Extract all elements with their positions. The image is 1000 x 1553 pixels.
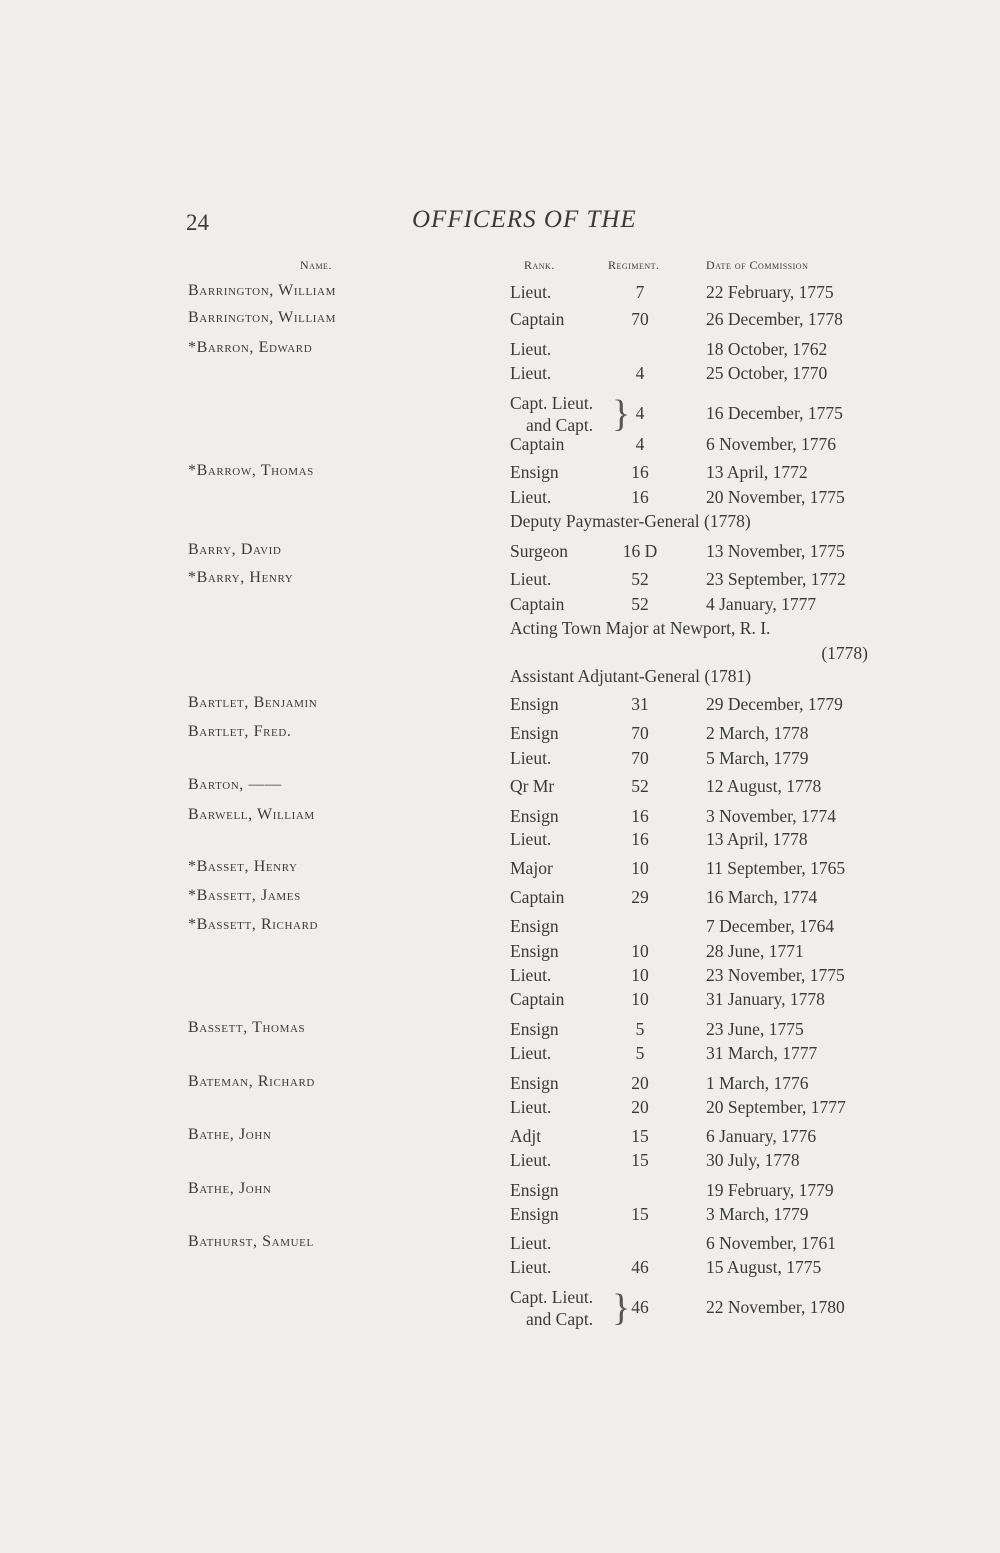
column-header-regiment: Regiment.	[608, 258, 660, 272]
officer-regiment: 29	[631, 887, 649, 907]
commission-date: 6 November, 1761	[706, 1233, 837, 1253]
officer-name: Bartlet, Fred.	[188, 723, 292, 740]
officer-regiment: 10	[631, 989, 649, 1009]
commission-date: 15 August, 1775	[706, 1257, 822, 1277]
table-row	[0, 748, 1000, 772]
officer-regiment: 16	[631, 462, 649, 482]
officer-regiment: 70	[631, 309, 649, 329]
table-row	[0, 1126, 1000, 1150]
table-row	[0, 776, 1000, 800]
officer-rank: Lieut.	[510, 487, 552, 507]
rank-line-1: Capt. Lieut.	[510, 393, 594, 413]
officer-rank: Ensign	[510, 806, 559, 826]
officer-name: Bathe, John	[188, 1126, 272, 1143]
commission-date: 3 November, 1774	[706, 806, 837, 826]
commission-date: 26 December, 1778	[706, 309, 843, 329]
officer-rank: Major	[510, 858, 553, 878]
officer-rank: Lieut.	[510, 748, 552, 768]
table-row	[0, 541, 1000, 565]
officer-rank: Lieut.	[510, 569, 552, 589]
table-row	[0, 666, 1000, 690]
commission-date: 6 January, 1776	[706, 1126, 817, 1146]
commission-date: 20 November, 1775	[706, 487, 845, 507]
commission-date: 2 March, 1778	[706, 723, 809, 743]
officer-regiment: 16	[631, 487, 649, 507]
officer-regiment: 5	[635, 1043, 645, 1063]
officer-name: Bathe, John	[188, 1180, 272, 1197]
commission-date: 3 March, 1779	[706, 1204, 809, 1224]
table-row	[0, 594, 1000, 618]
table-row	[0, 1097, 1000, 1121]
officer-regiment: 52	[631, 776, 649, 796]
officer-rank: Lieut.	[510, 363, 552, 383]
table-row	[0, 363, 1000, 387]
officer-regiment: 46	[631, 1297, 649, 1317]
commission-date: 13 November, 1775	[706, 541, 845, 561]
table-row	[0, 1073, 1000, 1097]
officer-regiment: 4	[635, 363, 645, 383]
commission-date: 31 January, 1778	[706, 989, 825, 1009]
officer-regiment: 15	[631, 1126, 649, 1146]
column-header-name: Name.	[300, 258, 332, 272]
officer-name: Barton, ——	[188, 776, 282, 793]
table-row	[0, 694, 1000, 718]
table-row	[0, 829, 1000, 853]
running-head: OFFICERS OF THE	[412, 206, 637, 233]
officer-regiment: 20	[631, 1073, 649, 1093]
commission-date: 16 December, 1775	[706, 403, 843, 423]
commission-date: 5 March, 1779	[706, 748, 809, 768]
officer-rank: Lieut.	[510, 829, 552, 849]
commission-date: 12 August, 1778	[706, 776, 822, 796]
officer-name: *Basset, Henry	[188, 858, 298, 875]
officer-name: Bassett, Thomas	[188, 1019, 306, 1036]
officer-rank: Ensign	[510, 1180, 559, 1200]
officer-rank: Lieut.	[510, 282, 552, 302]
table-row	[0, 1150, 1000, 1174]
commission-date: 16 March, 1774	[706, 887, 818, 907]
page-number: 24	[186, 210, 209, 235]
table-row	[0, 965, 1000, 989]
commission-date: 29 December, 1779	[706, 694, 843, 714]
officer-regiment: 70	[631, 748, 649, 768]
officer-name: *Barry, Henry	[188, 569, 294, 586]
table-row	[0, 1180, 1000, 1204]
column-header-date: Date of Commission	[706, 258, 809, 272]
officer-regiment: 16	[631, 806, 649, 826]
officer-rank: Qr Mr	[510, 776, 555, 796]
officer-rank: Adjt	[510, 1126, 542, 1146]
table-row	[0, 1019, 1000, 1043]
commission-date: 23 June, 1775	[706, 1019, 804, 1039]
officer-regiment: 10	[631, 858, 649, 878]
table-row	[0, 989, 1000, 1013]
appointment-note-year: (1778)	[821, 643, 868, 663]
officer-name: Barwell, William	[188, 806, 315, 823]
officer-regiment: 15	[631, 1150, 649, 1170]
officer-regiment: 16	[631, 829, 649, 849]
officer-regiment: 5	[635, 1019, 645, 1039]
officer-name: Bateman, Richard	[188, 1073, 315, 1090]
officer-name: Bathurst, Samuel	[188, 1233, 314, 1250]
officer-regiment: 10	[631, 941, 649, 961]
commission-date: 13 April, 1778	[706, 829, 808, 849]
table-row	[0, 618, 1000, 642]
commission-date: 23 September, 1772	[706, 569, 846, 589]
officer-rank: Lieut.	[510, 1257, 552, 1277]
commission-date: 18 October, 1762	[706, 339, 828, 359]
rank-line-2: and Capt.	[526, 415, 594, 435]
officer-rank: Lieut.	[510, 1097, 552, 1117]
table-row	[0, 723, 1000, 747]
officer-rank: Ensign	[510, 1204, 559, 1224]
table-row	[0, 806, 1000, 830]
officer-regiment: 70	[631, 723, 649, 743]
brace-mark: }	[612, 393, 631, 435]
officer-rank: Ensign	[510, 462, 559, 482]
column-header-rank: Rank.	[524, 258, 555, 272]
officer-rank: Lieut.	[510, 1043, 552, 1063]
officer-rank: Captain	[510, 887, 565, 907]
officer-regiment: 10	[631, 965, 649, 985]
officer-name: Bartlet, Benjamin	[188, 694, 318, 711]
commission-date: 28 June, 1771	[706, 941, 804, 961]
officer-rank: Ensign	[510, 941, 559, 961]
officer-rank: Ensign	[510, 916, 559, 936]
officer-rank: Ensign	[510, 1073, 559, 1093]
table-row	[0, 887, 1000, 911]
table-row	[0, 434, 1000, 458]
commission-date: 13 April, 1772	[706, 462, 808, 482]
table-row	[0, 1286, 1000, 1329]
table-row	[0, 1204, 1000, 1228]
officer-rank: Captain	[510, 434, 565, 454]
commission-date: 4 January, 1777	[706, 594, 817, 614]
officer-regiment: 20	[631, 1097, 649, 1117]
table-row	[0, 643, 1000, 667]
officer-rank: Ensign	[510, 1019, 559, 1039]
officer-regiment: 4	[635, 434, 645, 454]
table-row	[0, 1257, 1000, 1281]
table-row	[0, 941, 1000, 965]
commission-date: 7 December, 1764	[706, 916, 835, 936]
table-row	[0, 392, 1000, 435]
table-row	[0, 309, 1000, 333]
officer-regiment: 7	[635, 282, 645, 302]
table-row	[0, 916, 1000, 940]
table-row	[0, 487, 1000, 511]
table-row	[0, 511, 1000, 535]
commission-date: 23 November, 1775	[706, 965, 845, 985]
table-row	[0, 339, 1000, 363]
officer-name: *Barrow, Thomas	[188, 462, 314, 479]
brace-mark: }	[612, 1287, 631, 1329]
appointment-note: Deputy Paymaster-General (1778)	[510, 511, 751, 531]
officer-name: *Bassett, James	[188, 887, 301, 904]
commission-date: 30 July, 1778	[706, 1150, 800, 1170]
appointment-note: Assistant Adjutant-General (1781)	[510, 666, 752, 686]
commission-date: 6 November, 1776	[706, 434, 837, 454]
officer-rank: Ensign	[510, 723, 559, 743]
officer-rank: Lieut.	[510, 965, 552, 985]
commission-date: 22 February, 1775	[706, 282, 834, 302]
commission-date: 20 September, 1777	[706, 1097, 846, 1117]
commission-date: 25 October, 1770	[706, 363, 828, 383]
officer-rank: Captain	[510, 594, 565, 614]
appointment-note: Acting Town Major at Newport, R. I.	[510, 618, 771, 638]
officer-rank: Captain	[510, 309, 565, 329]
table-row	[0, 1233, 1000, 1257]
officer-name: Barrington, William	[188, 309, 336, 326]
commission-date: 22 November, 1780	[706, 1297, 845, 1317]
officer-name: Barrington, William	[188, 282, 336, 299]
table-row	[0, 569, 1000, 593]
table-row	[0, 858, 1000, 882]
officer-regiment: 31	[631, 694, 649, 714]
officer-regiment: 16 D	[622, 541, 658, 561]
rank-line-2: and Capt.	[526, 1309, 594, 1329]
officer-rank: Lieut.	[510, 1150, 552, 1170]
officer-rank: Ensign	[510, 694, 559, 714]
table-row	[0, 1043, 1000, 1067]
officer-rank: Lieut.	[510, 339, 552, 359]
officer-rank: Surgeon	[510, 541, 569, 561]
rank-line-1: Capt. Lieut.	[510, 1287, 594, 1307]
table-row	[0, 462, 1000, 486]
officer-name: *Barron, Edward	[188, 339, 313, 356]
officer-regiment: 15	[631, 1204, 649, 1224]
officer-rank: Captain	[510, 989, 565, 1009]
officer-name: *Bassett, Richard	[188, 916, 319, 933]
officer-name: Barry, David	[188, 541, 282, 558]
officer-regiment: 4	[635, 403, 645, 423]
table-row	[0, 282, 1000, 306]
officer-regiment: 46	[631, 1257, 649, 1277]
officer-rank: Lieut.	[510, 1233, 552, 1253]
officer-regiment: 52	[631, 569, 649, 589]
commission-date: 19 February, 1779	[706, 1180, 834, 1200]
commission-date: 1 March, 1776	[706, 1073, 809, 1093]
officer-regiment: 52	[631, 594, 649, 614]
commission-date: 31 March, 1777	[706, 1043, 818, 1063]
commission-date: 11 September, 1765	[706, 858, 846, 878]
